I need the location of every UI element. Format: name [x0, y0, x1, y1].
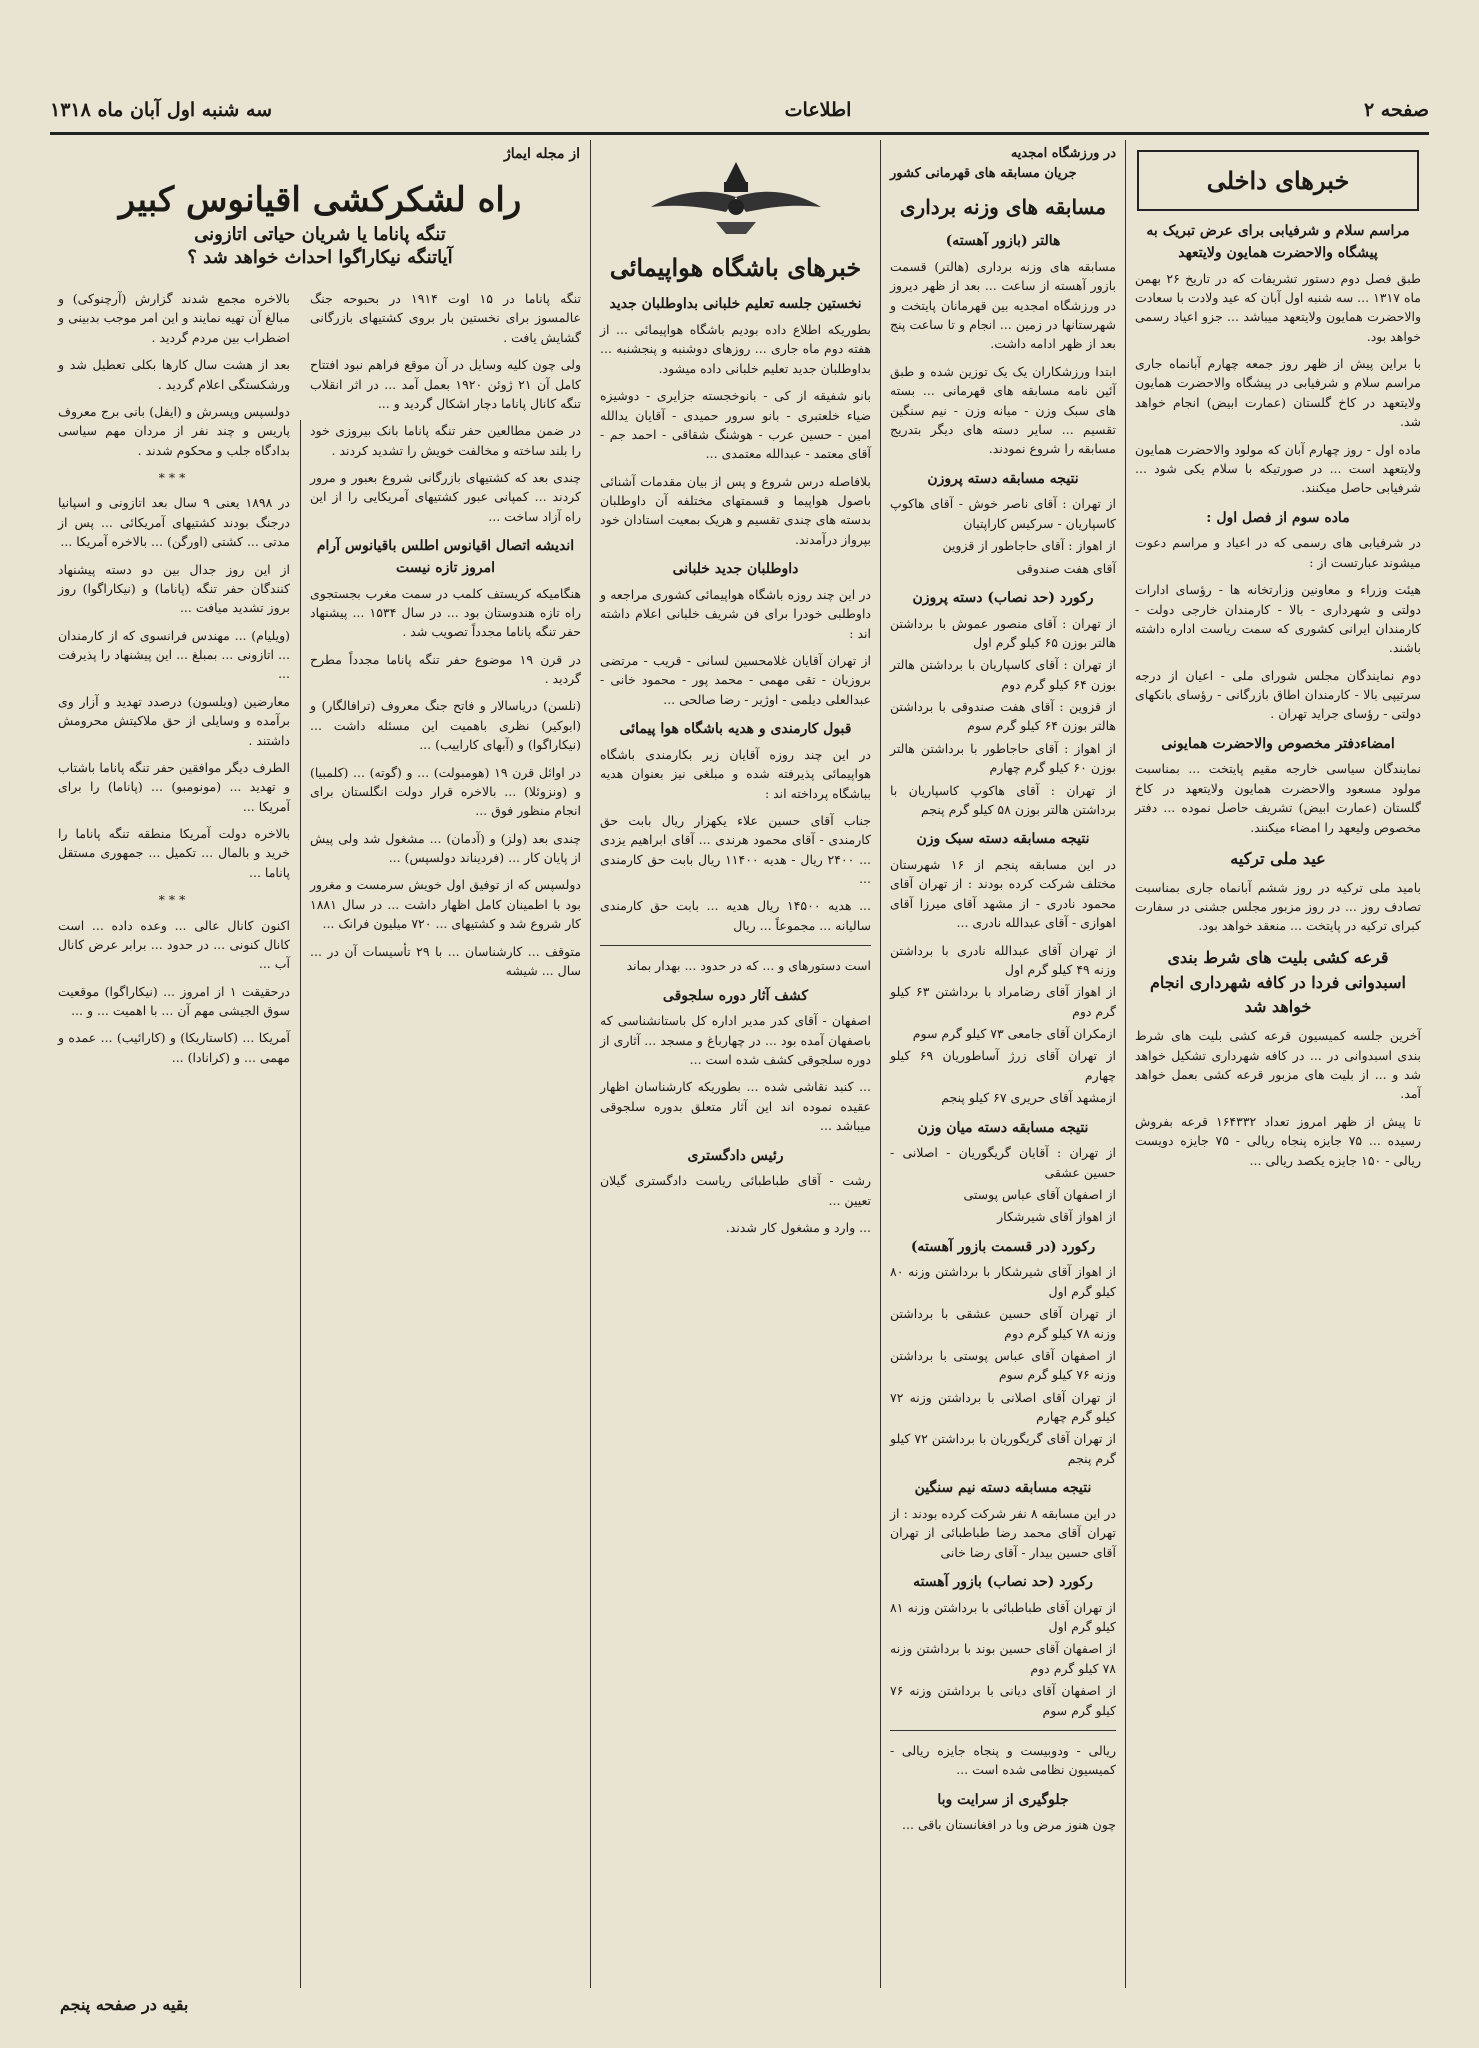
feature-subtitle: آیاتنگه نیکاراگوا احداث خواهد شد ؟: [187, 247, 453, 268]
results-heading: رکورد (حد نصاب) دسته پروزن: [912, 589, 1094, 606]
article-paragraph: ماده اول - روز چهارم آبان که مولود والاحضرت همایون ولایتعهد است ... در صورتیکه با سلام یکی شود ... شرفیابی حاصل میکنند.: [1135, 441, 1421, 496]
article-paragraph: جناب آقای حسین علاء یکهزار ریال بابت حق کارمندی - آقای محمود هرندی ... آقای ابراهیم یزدی ... ۲۴۰۰ ریال - هدیه ۱۱۴۰۰ ریال بابت حق کارمندی ...: [600, 812, 871, 887]
headline: مراسم سلام و شرفیابی برای عرض تبریک به پیشگاه والاحضرت همایون ولایتعهد: [1146, 223, 1410, 261]
article-paragraph: درحقیقت ۱ از امروز ... (نیکاراگوا) موقعیت سوق الجیشی مهم آن ... با اهمیت ... و ...: [58, 983, 290, 1018]
article-paragraph: در این مسابقه ۸ نفر شرکت کرده بودند : از تهران آقای محمد رضا طباطبائی از تهران آقای حسین بیدار - آقای رضا خانی: [890, 1505, 1116, 1560]
article-paragraph: (نلسن) دریاسالار و فاتح جنگ معروف (ترافالگار) و (ابوکیر) نظری باهمیت این مسئله داشت ... (نیکاراگوا) و (آبهای کاراییب) ...: [310, 698, 581, 753]
result-line: از تهران آقای عبدالله نادری با برداشتن وزنه ۴۹ کیلو گرم اول: [890, 942, 1116, 977]
article-paragraph: ولی چون کلیه وسایل در آن موقع فراهم نبود افتتاح کامل آن ۲۱ ژوئن ۱۹۲۰ بعمل آمد ... در اثر انقلاب تنگه کانال پاناما دچار اشکال گردید و ...: [310, 357, 581, 411]
feature-subtitle: تنگه پاناما یا شریان حیاتی اتازونی: [194, 224, 446, 245]
feature-title: راه لشکرکشی اقیانوس کبیر: [118, 180, 522, 220]
results-heading: نتیجه مسابقه دسته نیم سنگین: [914, 1480, 1092, 1497]
article-paragraph: دولسپس وپسرش و (ایفل) بانی برج معروف پاریس و چند نفر از مردان مهم سیاسی بدادگاه جلب و محکوم شدند .: [58, 403, 290, 458]
column-divider: [300, 420, 301, 1988]
results-heading: نتیجه مسابقه دسته میان وزن: [917, 1119, 1089, 1136]
headline: داوطلبان جدید خلبانی: [672, 561, 799, 578]
article-paragraph: بالاخره مجمع شدند گزارش (آرچنوکی) و مبالغ آن تهیه نمایند و این امر موجب بدبینی و اضطراب بین مردم گردید .: [58, 291, 290, 345]
section-title: خبرهای داخلی: [1137, 150, 1419, 211]
source-label: از مجله ایماژ: [504, 146, 580, 162]
article-paragraph: معارضین (ویلسون) درصدد تهدید و آزار وی برآمده و وسایلی از حق ملاکیتش محرومش داشتند .: [58, 693, 290, 748]
results-list: [890, 1598, 1116, 1720]
winged-crown-emblem-icon: [646, 152, 826, 242]
article-paragraph: است دستورهای و ... که در حدود ... بهدار بماند: [626, 958, 871, 974]
article-paragraph: آمریکا ... (کاستاریکا) و (کارائیب) ... عمده و مهمی ... و (کرانادا) ...: [58, 1030, 290, 1065]
article-paragraph: از این روز جدال بین دو دسته پیشنهاد کنندگان حفر تنگه (پاناما) و (نیکاراگوا) روز بروز تشدید میافت ...: [58, 561, 290, 616]
result-line: از تهران : آقایان گریگوریان - اصلانی - حسین عشقی: [890, 1145, 1116, 1180]
result-line: از تهران : آقای منصور عموش با برداشتن هالتر بوزن ۶۵ کیلو گرم اول: [890, 615, 1116, 650]
masthead-rule: [50, 132, 1429, 135]
article-paragraph: ... هدیه ۱۴۵۰۰ ریال هدیه ... بابت حق کارمندی سالیانه ... مجموعاً ... ریال: [600, 898, 871, 933]
article-paragraph: در این چند روزه آقایان زیر بکارمندی باشگاه هواپیمائی پذیرفته شده و مبلغی نیز بعنوان هدیه بباشگاه پرداخته اند :: [600, 746, 871, 801]
article-paragraph: بالاخره دولت آمریکا منطقه تنگه پاناما را خرید و بالمال ... تکمیل ... جمهوری مستقل پاناما ...: [58, 826, 290, 880]
result-line: از تهران آقای زرژ آساطوریان ۶۹ کیلو چهارم: [890, 1048, 1117, 1083]
result-line: از اهواز : آقای حاجاطور با برداشتن هالتر بوزن ۶۰ کیلو گرم چهارم: [890, 740, 1116, 776]
article-paragraph: چندی بعد (ولز) و (آدمان) ... مشغول شد ولی پیش از پایان کار ... (فردیناند دولسپس) ...: [310, 830, 581, 865]
article-paragraph: الطرف دیگر موافقین حفر تنگه پاناما باشتاب و تهدید ... (مونومبو) ... (پاناما) را برای آمریکا ...: [58, 759, 290, 814]
results-heading: رکورد (حد نصاب) بازور آهسته: [913, 1573, 1093, 1590]
subheadline: هالتر (بازور آهسته): [945, 233, 1061, 250]
headline: ماده سوم از فصل اول :: [1206, 509, 1350, 526]
article-paragraph: بامید ملی ترکیه در روز ششم آبانماه جاری بمناسبت تصادف روز ... در روز مزبور مجلس جشنی در سفارت کبرای ترکیه در پایتخت ... منعقد خواهد بود.: [1135, 879, 1421, 934]
result-line: از اصفهان آقای دیانی با برداشتن وزنه ۷۶ کیلو گرم سوم: [890, 1683, 1116, 1718]
article-paragraph: اصفهان - آقای کدر مدیر اداره کل باستانشناسی که باصفهان آمده بود ... در چهارباغ و مسجد ... آثاری از دوره سلجوقی کشف شده است ...: [600, 1013, 871, 1068]
results-list: [890, 614, 1116, 820]
section-break: ***: [158, 892, 190, 908]
headline: کشف آثار دوره سلجوقی: [662, 987, 809, 1004]
result-line: از تهران آقای گریگوریان با برداشتن ۷۲ کیلو گرم پنجم: [890, 1431, 1116, 1466]
headline: رئیس دادگستری: [687, 1147, 784, 1164]
article-paragraph: نمایندگان سیاسی خارجه مقیم پایتخت ... بمناسبت مولود مسعود والاحضرت همایون ولایتعهد در کاخ گلستان (عمارت ابیض) تشریف حاصل نموده ... دفتر مخصوص ولیعهد را امضاء میکنند.: [1135, 761, 1421, 835]
continued-note: بقیه در صفحه پنجم: [60, 1995, 189, 2014]
article-paragraph: بعد از هشت سال کارها بکلی تعطیل شد و ورشکستگی اعلام گردید .: [58, 357, 290, 392]
article-paragraph: چندی بعد که کشتیهای بازرگانی شروع بعبور و مرور کردند ... کمپانی عبور کشتیهای آمریکایی را از این راه آزاد ساخت ...: [310, 470, 581, 524]
results-list: [890, 941, 1116, 1108]
article-paragraph: هنگامیکه کریستف کلمب در سمت مغرب بجستجوی راه تازه هندوستان بود ... در سال ۱۵۳۴ ... پیشنهاد حفر تنگه پاناما مجدداً تصویب شد .: [310, 585, 581, 640]
kicker: جریان مسابقه های قهرمانی کشور: [890, 166, 1077, 182]
article-paragraph: در شرفیابی های رسمی که در اعیاد و مراسم دعوت میشوند عبارتست از :: [1135, 535, 1421, 570]
article-paragraph: (ویلیام) ... مهندس فرانسوی که از کارمندان ... اتازونی ... بمبلغ ... این پیشنهاد را پذیرفت ...: [58, 627, 290, 682]
article-paragraph: تا پیش از ظهر امروز تعداد ۱۶۴۳۳۲ قرعه بفروش رسیده ... ۷۵ جایزه پنجاه ریالی - ۷۵ جایزه دویست ریالی - ۱۵۰ جایزه یکصد ریالی ...: [1135, 1113, 1422, 1168]
result-line: ازمکران آقای جامعی ۷۳ کیلو گرم سوم: [912, 1026, 1116, 1042]
result-line: از تهران : آقای کاسپاریان با برداشتن هالتر بوزن ۶۴ کیلو گرم دوم: [890, 657, 1116, 692]
column-divider: [1125, 140, 1126, 1988]
article-paragraph: بانو شفیقه از کی - بانوخجسته جزایری - دوشیزه ضیاء خلعتبری - بانو سرور حمیدی - آقایان یدالله امین - حسین عرب - هوشنگ شقاقی - احمد جم - آقای معتمد - عبدالله معتمدی ...: [600, 388, 871, 462]
section-title: خبرهای باشگاه هواپیمائی: [609, 253, 862, 282]
headline: نخستین جلسه تعلیم خلبانی بداوطلبان جدید: [609, 296, 862, 313]
weightlifting-column: [882, 140, 1124, 1988]
article-paragraph: آخرین جلسه کمیسیون قرعه کشی بلیت های شرط بندی اسبدوانی در ... در کافه شهرداری تشکیل خواهد شد و ... از بلیت های مزبور قرعه کشی بعمل خواهد آمد.: [1135, 1028, 1421, 1102]
result-line: از تهران آقای حسین عشقی با برداشتن وزنه ۷۸ کیلو گرم دوم: [890, 1306, 1116, 1341]
article-paragraph: در اوائل قرن ۱۹ (هومبولت) ... و (گوته) ... (کلمبیا) و (ونزوئلا) ... بالاخره قرار دولت انگلستان برای انجام منظور فوق ...: [310, 764, 581, 819]
article-paragraph: در این مسابقه پنجم از ۱۶ شهرستان مختلف شرکت کرده بودند : از تهران آقای محمود نادری - از مشهد آقای میرزا آقای اهوازی - آقای عبدالله نادری ...: [890, 857, 1116, 931]
issue-date: سه شنبه اول آبان ماه ۱۳۱۸: [50, 99, 273, 121]
article-paragraph: مسابقه های وزنه برداری (هالتر) قسمت بازور آهسته از ساعت ... بعد از ظهر دیروز در ورزشگاه امجدیه بین قهرمانان پایتخت و شهرستانها در زمین ... انجام و تا ساعت پنج بعد از ظهر ادامه داشت.: [890, 258, 1116, 352]
headline: مسابقه های وزنه برداری: [899, 195, 1107, 220]
article-paragraph: دولسپس که از توفیق اول خویش سرمست و مغرور بود با اطمینان کامل اظهار داشت ... در سال ۱۸۸۱ کار شروع شد و کشتیهای ... ۷۲۰ میلیون فرانک ...: [310, 877, 581, 932]
page-number: صفحه ۲: [1363, 99, 1429, 121]
result-line: از اهواز آقای شیرشکار با برداشتن وزنه ۸۰ کیلو گرم اول: [890, 1264, 1116, 1299]
result-line: آقای هفت صندوقی: [1016, 560, 1116, 576]
article-paragraph: ... وارد و مشغول کار شدند.: [725, 1219, 871, 1235]
result-line: از اهواز آقای رضامراد با برداشتن ۶۳ کیلو گرم دوم: [890, 984, 1116, 1019]
headline: امضاءدفتر مخصوص والاحضرت همایونی: [1161, 735, 1395, 752]
subheadline: اندیشه اتصال اقیانوس اطلس باقیانوس آرام امروز تازه نیست: [316, 538, 575, 576]
article-paragraph: تنگه پاناما در ۱۵ اوت ۱۹۱۴ در بحبوحه جنگ عالمسوز برای نخستین بار بروی کشتیهای بازرگانی گشایش یافت .: [310, 291, 581, 345]
column-divider: [880, 140, 881, 1988]
article-paragraph: در ۱۸۹۸ یعنی ۹ سال بعد اتازونی و اسپانیا درجنگ بودند کشتیهای آمریکائی ... پس از مدتی ... کشتی (اورگن) ... بالاخره آمریکا ...: [58, 495, 291, 550]
result-line: ازمشهد آقای حریری ۶۷ کیلو پنجم: [941, 1090, 1116, 1106]
article-paragraph: بلافاصله درس شروع و پس از بیان مقدمات آشنائی باصول هواپیما و قسمتهای مختلفه آن داوطلبان بدسته های چندی تقسیم و هریک بمعیت استادان خود بپرواز درآمدند.: [600, 473, 871, 547]
kicker: در ورزشگاه امجدیه: [1010, 146, 1116, 161]
article-paragraph: هیئت وزراء و معاونین وزارتخانه ها - رؤسای ادارات دولتی و شهرداری - بالا - کارمندان خارجی دولت - کارمندان ایرانی کشوری که سمت ریاست اداره داشته باشند.: [1135, 582, 1421, 656]
article-paragraph: در ضمن مطالعین حفر تنگه پاناما بانک بیروزی خود را بلند ساخته و مخالفت خویش را تشدید کردند .: [310, 423, 581, 458]
result-line: از اهواز آقای شیرشکار: [997, 1209, 1116, 1225]
article-paragraph: با براین پیش از ظهر روز جمعه چهارم آبانماه جاری مراسم سلام و شرفیابی در پیشگاه والاحضرت همایون ولایتعهد در کاخ گلستان (عمارت ابیض) انجام خواهد شد.: [1135, 356, 1421, 430]
article-paragraph: ابتدا ورزشکاران یک یک توزین شده و طبق آئین نامه مسابقه های قهرمانی ... بسته های سبک وزن - میانه وزن - نیم سنگین تقسیم ... سایر دسته های دیگر بتدریج مسابقه را شروع نمودند.: [890, 363, 1116, 457]
column-divider: [590, 140, 591, 1988]
headline: قرعه کشی بلیت های شرط بندی اسبدوانی فردا در کافه شهرداری انجام خواهد شد: [1150, 947, 1406, 1017]
results-list: [890, 494, 1116, 578]
headline: عید ملی ترکیه: [1230, 848, 1326, 868]
results-list: [890, 1262, 1116, 1468]
section-break: ***: [158, 470, 190, 485]
divider: [890, 1730, 1116, 1731]
results-heading: رکورد (در قسمت بازور آهسته): [910, 1238, 1096, 1255]
article-paragraph: چون هنوز مرض وبا در افغانستان باقی ...: [902, 1817, 1116, 1833]
article-paragraph: در قرن ۱۹ موضوع حفر تنگه پاناما مجدداً مطرح گردید .: [310, 651, 581, 686]
article-paragraph: طبق فصل دوم دستور تشریفات که در تاریخ ۲۶ بهمن ماه ۱۳۱۷ ... سه شنبه اول آبان که عید ولادت با سعادت والاحضرت همایون ولایتعهد میباشد ... جزو اعیاد رسمی خواهد بود.: [1135, 270, 1421, 344]
article-paragraph: در این چند روزه باشگاه هواپیمائی کشوری مراجعه و داوطلبی خودرا برای فن شریف خلبانی اعلام داشته اند :: [600, 586, 871, 641]
article-paragraph: رشت - آقای طباطبائی ریاست دادگستری گیلان تعیین ...: [600, 1173, 871, 1208]
result-line: از تهران : آقای هاکوپ کاسپاریان با برداشتن هالتر بوزن ۵۸ کیلو گرم پنجم: [890, 782, 1116, 817]
masthead: [50, 90, 1429, 130]
article-paragraph: متوقف ... کارشناسان ... با ۲۹ تأسیسات آن در ... سال ... شیشه: [310, 943, 581, 978]
result-line: از قزوین : آقای هفت صندوقی با برداشتن هالتر بوزن ۶۴ کیلو گرم سوم: [890, 699, 1116, 734]
article-paragraph: از تهران آقایان غلامحسین لسانی - قریب - مرتضی بروزیان - تقی مهمی - محمد پور - محمود خانی - عبدالعلی دیلمی - اوژیر - رضا صالحی ...: [600, 653, 871, 707]
article-paragraph: بطوریکه اطلاع داده بودیم باشگاه هواپیمائی ... از هفته دوم ماه جاری ... روزهای دوشنبه و پنجشنبه ... بداوطلبان جدید تعلیم خلبانی داده میشود.: [600, 322, 871, 376]
result-line: از تهران آقای طباطبائی با برداشتن وزنه ۸۱ کیلو گرم اول: [890, 1599, 1116, 1635]
aviation-club-column: [592, 140, 879, 1988]
feature-column-right: [302, 285, 589, 1988]
result-line: از اصفهان آقای عباس پوستی: [963, 1186, 1116, 1202]
headline: جلوگیری از سرایت وبا: [937, 1791, 1069, 1808]
result-line: از تهران آقای اصلانی با برداشتن وزنه ۷۲ کیلو گرم چهارم: [890, 1389, 1116, 1425]
result-line: از اصفهان آقای عباس پوستی با برداشتن وزنه ۷۶ کیلو گرم سوم: [890, 1347, 1116, 1383]
result-line: از اهواز : آقای حاجاطور از قزوین: [942, 538, 1116, 554]
article-paragraph: اکنون کانال عالی ... وعده داده ... است کانال کنونی ... در حدود ... برابر عرض کانال آب ...: [58, 917, 290, 972]
divider: [600, 945, 871, 946]
paper-name: اطلاعات: [784, 99, 852, 121]
results-list: [890, 1143, 1116, 1227]
article-paragraph: ریالی - ودوبیست و پنجاه جایزه ریالی - کمیسیون نظامی شده است ...: [890, 1742, 1116, 1778]
feature-column-left: [50, 285, 298, 1988]
results-heading: نتیجه مسابقه دسته پروزن: [927, 470, 1079, 487]
article-paragraph: دوم نمایندگان مجلس شورای ملی - اعیان از درجه سرتیپی بالا - کارمندان اطاق بازرگانی - رؤسای بانکهای دولتی - رؤسای جراید تهران .: [1135, 667, 1421, 722]
result-line: از اصفهان آقای حسین بوند با برداشتن وزنه ۷۸ کیلو گرم دوم: [890, 1641, 1116, 1676]
results-heading: نتیجه مسابقه دسته سبک وزن: [916, 831, 1090, 848]
result-line: از تهران : آقای ناصر خوش - آقای هاکوپ کاسپاریان - سرکیس کاراپتیان: [890, 496, 1116, 531]
article-paragraph: ... کنبد نقاشی شده ... بطوریکه کارشناسان اظهار عقیده نموده اند این آثار متعلق بدوره سلجوقی میباشد ...: [600, 1079, 871, 1134]
domestic-news-column: [1127, 140, 1429, 1988]
headline: قبول کارمندی و هدیه باشگاه هوا پیمائی: [619, 721, 852, 738]
